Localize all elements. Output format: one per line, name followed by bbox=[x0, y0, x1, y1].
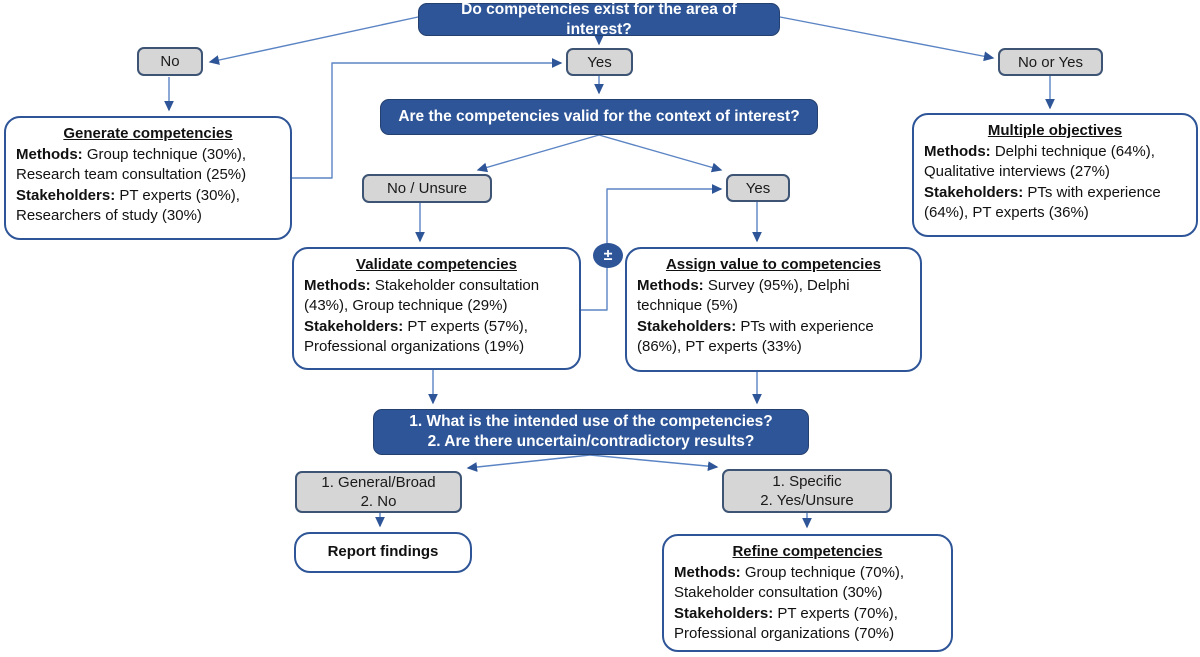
decision-yes: Yes bbox=[566, 48, 633, 76]
box-stakeholders: Stakeholders: PTs with experience (86%), PT experts (33%) bbox=[637, 317, 874, 355]
action-report-findings bbox=[294, 532, 472, 573]
question-competencies-exist: Do competencies exist for the area of interest? bbox=[418, 3, 780, 36]
decision-no-or-yes: No or Yes bbox=[998, 48, 1103, 76]
box-title: Refine competencies bbox=[732, 543, 883, 560]
edge-q3-to-general bbox=[468, 455, 590, 468]
action-generate-competencies bbox=[4, 116, 292, 240]
edge-q1-to-no-or-yes bbox=[780, 17, 993, 58]
box-title: Assign value to competencies bbox=[665, 256, 882, 273]
decision-no-unsure: No / Unsure bbox=[362, 174, 492, 203]
decision-specific-yes-unsure: 1. Specific 2. Yes/Unsure bbox=[722, 469, 892, 513]
question-intended-use: 1. What is the intended use of the competencies? 2. Are there uncertain/contradictory results? bbox=[373, 409, 809, 455]
box-methods: Methods: Group technique (70%), Stakeholder consultation (30%) bbox=[674, 563, 905, 601]
box-title: Validate competencies bbox=[356, 256, 517, 273]
plus-minus-icon: ± bbox=[593, 243, 623, 268]
action-multiple-objectives bbox=[912, 113, 1198, 237]
box-stakeholders: Stakeholders: PT experts (30%), Researchers of study (30%) bbox=[16, 186, 240, 224]
box-title: Multiple objectives bbox=[987, 122, 1123, 139]
box-stakeholders: Stakeholders: PT experts (70%), Professional organizations (70%) bbox=[674, 604, 898, 642]
box-methods: Methods: Delphi technique (64%), Qualitative interviews (27%) bbox=[924, 142, 1155, 180]
edge-q1-to-no1 bbox=[210, 17, 418, 62]
box-methods: Methods: Group technique (30%), Research team consultation (25%) bbox=[16, 145, 247, 183]
box-stakeholders: Stakeholders: PTs with experience (64%), PT experts (36%) bbox=[924, 183, 1161, 221]
action-validate-competencies bbox=[292, 247, 581, 370]
decision-yes-2: Yes bbox=[726, 174, 790, 202]
box-stakeholders: Stakeholders: PT experts (57%), Professional organizations (19%) bbox=[304, 317, 528, 355]
edge-q2-to-no-unsure bbox=[478, 135, 599, 170]
action-refine-competencies bbox=[662, 534, 953, 652]
box-methods: Methods: Stakeholder consultation (43%), Group technique (29%) bbox=[304, 276, 540, 314]
edge-q3-to-specific bbox=[590, 455, 717, 467]
decision-no: No bbox=[137, 47, 203, 76]
decision-general-broad-no: 1. General/Broad 2. No bbox=[295, 471, 462, 513]
edge-q2-to-yes2 bbox=[599, 135, 721, 170]
box-methods: Methods: Survey (95%), Delphi technique (5%) bbox=[637, 276, 850, 314]
question-competencies-valid: Are the competencies valid for the context of interest? bbox=[380, 99, 818, 135]
action-assign-value bbox=[625, 247, 922, 372]
box-title: Generate competencies bbox=[63, 125, 233, 142]
box-title: Report findings bbox=[327, 543, 439, 561]
